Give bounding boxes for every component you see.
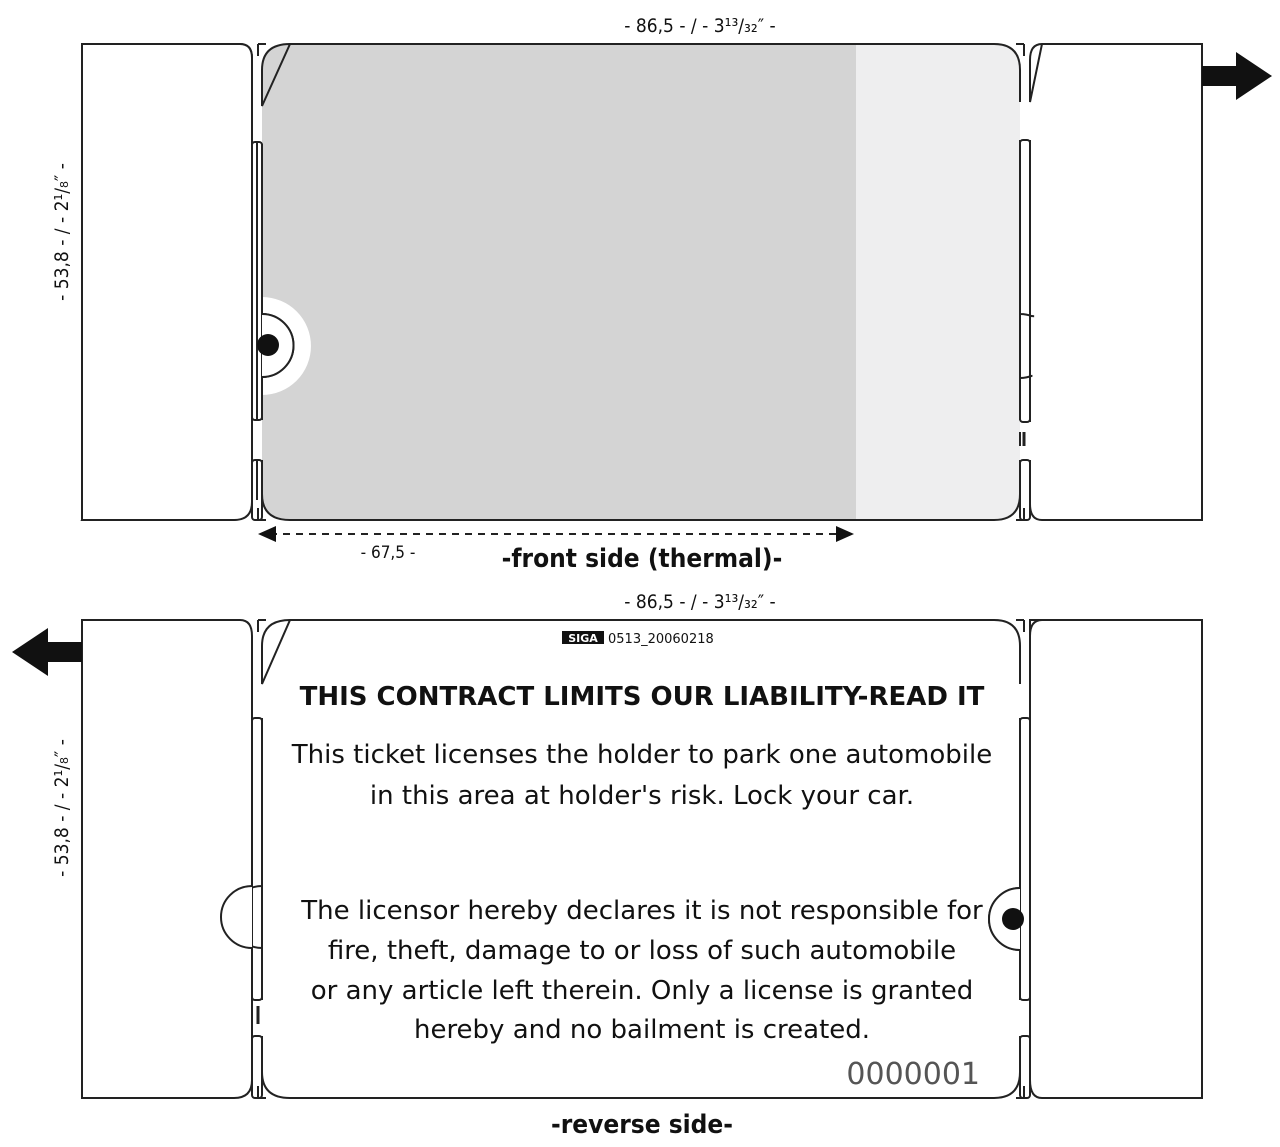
reverse-caption: -reverse side- — [551, 1110, 733, 1140]
print-code: 0513_20060218 — [608, 632, 714, 647]
terms-line: or any article left therein. Only a license is granted — [310, 976, 974, 1006]
front-right-stub — [1030, 44, 1202, 520]
front-caption: -front side (thermal)- — [501, 544, 783, 574]
front-non-thermal-strip — [856, 44, 1020, 520]
siga-logo-text: SIGA — [568, 632, 598, 645]
back-right-stub — [1030, 620, 1202, 1098]
terms-line: The licensor hereby declares it is not responsible for — [301, 896, 983, 926]
front-thermal-area — [262, 44, 856, 520]
serial-number: 0000001 — [846, 1057, 980, 1092]
front-height-label: - 53,8 - / - 2¹/₈″ - — [51, 163, 73, 301]
back-index-hole — [1002, 908, 1024, 930]
terms-line: This ticket licenses the holder to park one automobile — [291, 740, 993, 770]
front-index-hole — [257, 334, 279, 356]
terms-line: fire, theft, damage to or loss of such automobile — [327, 936, 957, 966]
front-width-label: - 86,5 - / - 3¹³/₃₂″ - — [624, 15, 776, 37]
liability-heading: THIS CONTRACT LIMITS OUR LIABILITY-READ IT — [299, 682, 985, 712]
terms-line: hereby and no bailment is created. — [413, 1015, 871, 1045]
back-height-label: - 53,8 - / - 2¹/₈″ - — [51, 739, 73, 877]
back-width-label: - 86,5 - / - 3¹³/₃₂″ - — [624, 591, 776, 613]
feed-direction-right-arrow — [1202, 52, 1272, 100]
terms-line: in this area at holder's risk. Lock your car. — [369, 781, 915, 811]
front-side — [51, 15, 1272, 574]
thermal-width-label: - 67,5 - — [360, 543, 416, 563]
back-left-stub — [82, 620, 252, 1098]
reverse-side — [12, 591, 1202, 1140]
feed-direction-left-arrow — [12, 628, 82, 676]
